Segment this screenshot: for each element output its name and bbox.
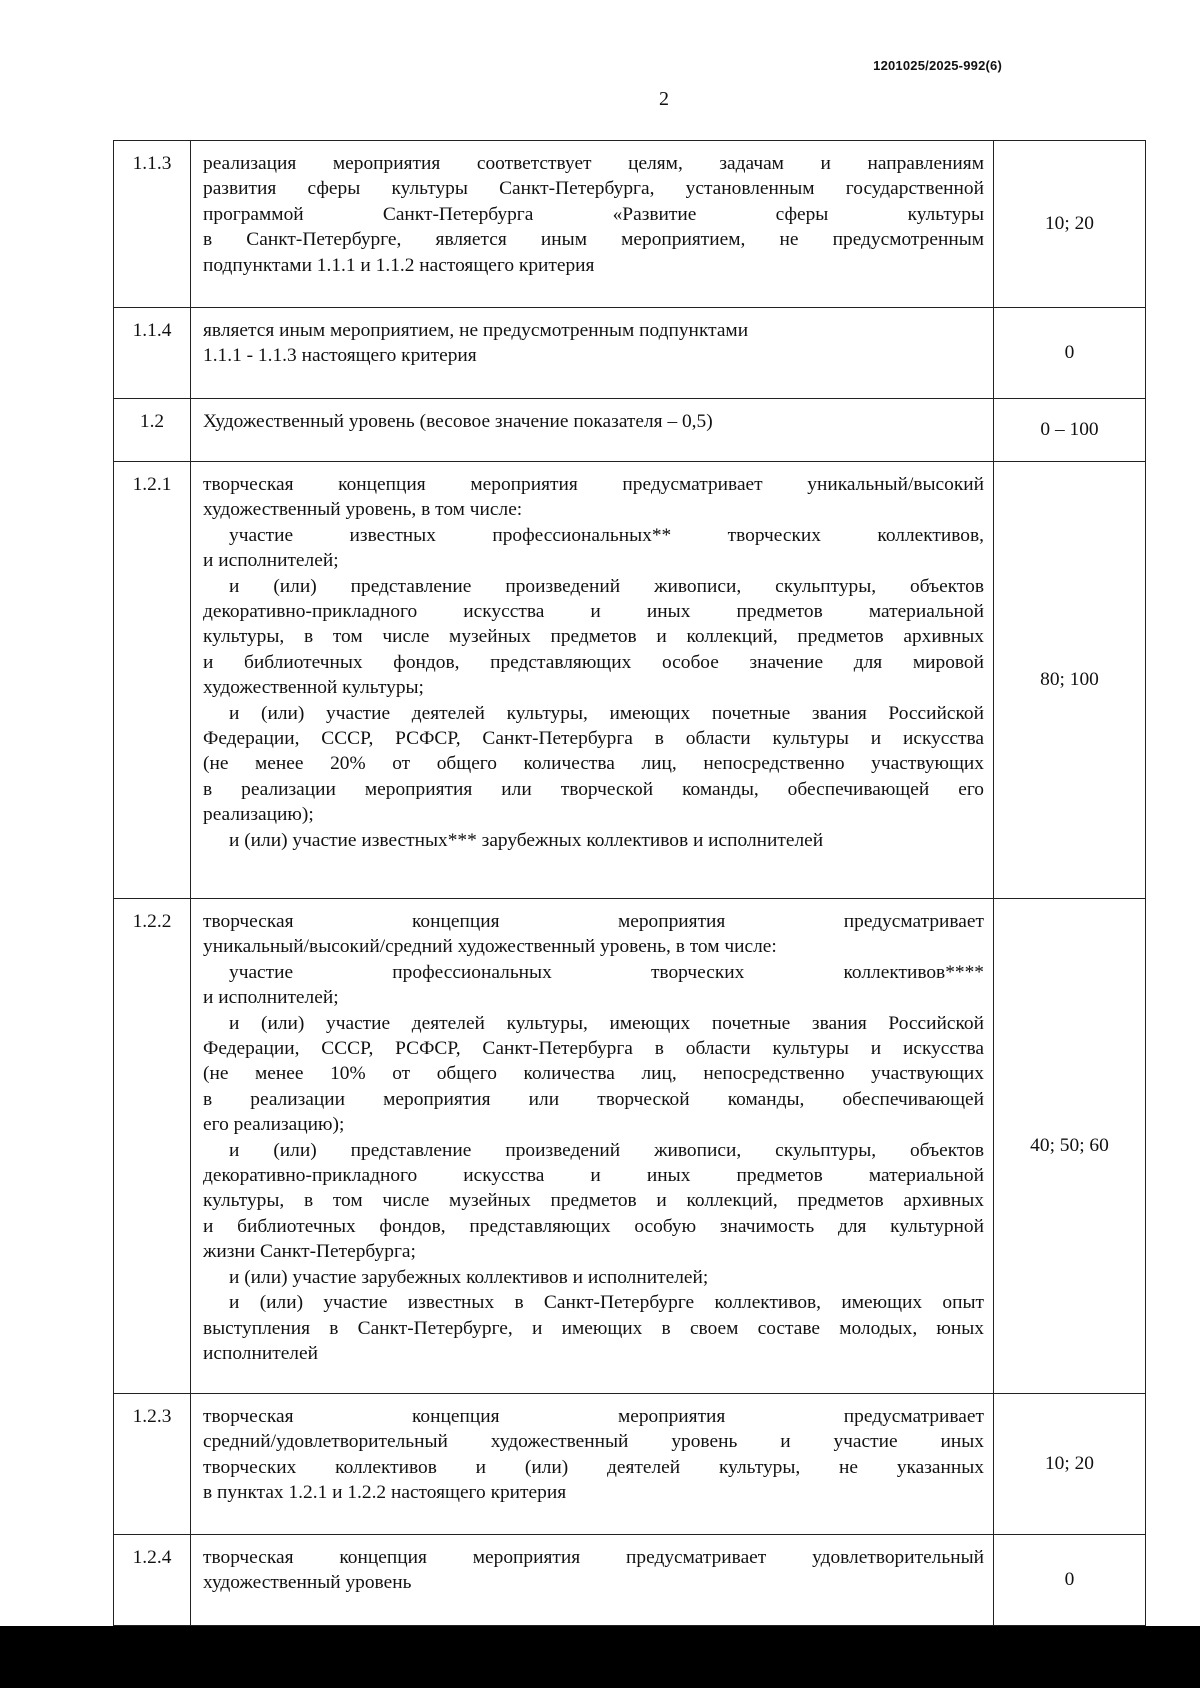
page-number: 2	[659, 88, 669, 110]
row-description	[191, 399, 994, 462]
text-line: культуры, в том числе музейных предметов и коллекций, предметов архивных	[203, 626, 984, 648]
text-line: и (или) представление произведений живописи, скульптуры, объектов	[229, 1139, 984, 1161]
row-number: 1.1.4	[114, 308, 191, 399]
text-line: 1.1.1 - 1.1.3 настоящего критерия	[203, 345, 477, 367]
text-line: и исполнителей;	[203, 550, 339, 572]
text-line: художественный уровень	[203, 1572, 412, 1594]
text-line: Федерации, СССР, РСФСР, Санкт-Петербурга в области культуры и искусства	[203, 1038, 984, 1060]
text-line: в реализации мероприятия или творческой команды, обеспечивающей его	[203, 778, 984, 800]
text-line: реализация мероприятия соответствует целям, задачам и направлениям	[203, 153, 984, 174]
text-line: участие известных профессиональных** творческих коллективов,	[229, 524, 984, 546]
text-line: и (или) участие зарубежных коллективов и исполнителей;	[229, 1266, 709, 1288]
text-line: культуры, в том числе музейных предметов и коллекций, предметов архивных	[203, 1190, 984, 1212]
row-score: 0 – 100	[994, 399, 1146, 462]
table-row	[114, 1535, 1146, 1626]
text-line: художественной культуры;	[203, 677, 424, 699]
text-line: декоративно-прикладного искусства и иных предметов материальной	[203, 1165, 984, 1187]
text-line: уникальный/высокий/средний художественный уровень, в том числе:	[203, 936, 777, 958]
row-number: 1.1.3	[114, 141, 191, 308]
text-line: (не менее 20% от общего количества лиц, непосредственно участвующих	[203, 753, 984, 775]
text-line: и библиотечных фондов, представляющих особое значение для мировой	[203, 651, 984, 673]
text-line: Федерации, СССР, РСФСР, Санкт-Петербурга в области культуры и искусства	[203, 728, 984, 750]
table-row	[114, 899, 1146, 1394]
text-line: и исполнителей;	[203, 987, 339, 1009]
text-line: творческая концепция мероприятия предусматривает удовлетворительный	[203, 1547, 984, 1568]
row-description	[191, 1394, 994, 1535]
row-description	[191, 1535, 994, 1626]
row-score: 80; 100	[994, 462, 1146, 899]
text-line: творческая концепция мероприятия предусматривает	[203, 911, 984, 932]
text-line: подпунктами 1.1.1 и 1.1.2 настоящего критерия	[203, 254, 595, 276]
row-description	[191, 308, 994, 399]
text-line: и библиотечных фондов, представляющих особую значимость для культурной	[203, 1215, 984, 1237]
text-line: художественный уровень, в том числе:	[203, 499, 523, 521]
text-line: декоративно-прикладного искусства и иных предметов материальной	[203, 601, 984, 623]
row-number: 1.2.2	[114, 899, 191, 1394]
row-score: 40; 50; 60	[994, 899, 1146, 1394]
text-line: в Санкт-Петербурге, является иным мероприятием, не предусмотренным	[203, 229, 984, 251]
row-description	[191, 462, 994, 899]
row-score: 10; 20	[994, 141, 1146, 308]
text-line: развития сферы культуры Санкт-Петербурга, установленным государственной	[203, 178, 984, 200]
scan-border-bar	[0, 1626, 1200, 1688]
text-line: творческая концепция мероприятия предусматривает уникальный/высокий	[203, 474, 984, 495]
text-line: в пунктах 1.2.1 и 1.2.2 настоящего критерия	[203, 1482, 567, 1504]
table-row	[114, 141, 1146, 308]
row-score: 10; 20	[994, 1394, 1146, 1535]
text-line: является иным мероприятием, не предусмотренным подпунктами	[203, 320, 749, 341]
row-description	[191, 141, 994, 308]
text-line: и (или) участие деятелей культуры, имеющих почетные звания Российской	[229, 1012, 984, 1034]
row-number: 1.2	[114, 399, 191, 462]
row-score: 0	[994, 308, 1146, 399]
text-line: жизни Санкт-Петербурга;	[203, 1241, 416, 1263]
row-number: 1.2.3	[114, 1394, 191, 1535]
text-line: творческая концепция мероприятия предусматривает	[203, 1406, 984, 1427]
row-description	[191, 899, 994, 1394]
text-line: программой Санкт-Петербурга «Развитие сферы культуры	[203, 203, 984, 225]
document-registration-number: 1201025/2025-992(6)	[873, 58, 1002, 73]
table-row	[114, 308, 1146, 399]
criteria-table	[113, 140, 1146, 1626]
text-line: и (или) участие известных в Санкт-Петербурге коллективов, имеющих опыт	[229, 1292, 984, 1314]
text-line: участие профессиональных творческих коллективов****	[229, 961, 984, 983]
text-line: и (или) представление произведений живописи, скульптуры, объектов	[229, 575, 984, 597]
text-line: его реализацию);	[203, 1114, 345, 1136]
text-line: средний/удовлетворительный художественный уровень и участие иных	[203, 1431, 984, 1453]
table-row	[114, 462, 1146, 899]
text-line: Художественный уровень (весовое значение показателя – 0,5)	[203, 411, 713, 432]
table-row	[114, 399, 1146, 462]
text-line: реализацию);	[203, 804, 314, 826]
text-line: и (или) участие деятелей культуры, имеющих почетные звания Российской	[229, 702, 984, 724]
text-line: и (или) участие известных*** зарубежных коллективов и исполнителей	[229, 829, 824, 851]
text-line: выступления в Санкт-Петербурге, и имеющих в своем составе молодых, юных	[203, 1317, 984, 1339]
row-score: 0	[994, 1535, 1146, 1626]
text-line: в реализации мероприятия или творческой команды, обеспечивающей	[203, 1088, 984, 1110]
row-number: 1.2.1	[114, 462, 191, 899]
table-row	[114, 1394, 1146, 1535]
text-line: творческих коллективов и (или) деятелей культуры, не указанных	[203, 1456, 984, 1478]
text-line: исполнителей	[203, 1342, 318, 1364]
text-line: (не менее 10% от общего количества лиц, непосредственно участвующих	[203, 1063, 984, 1085]
row-number: 1.2.4	[114, 1535, 191, 1626]
